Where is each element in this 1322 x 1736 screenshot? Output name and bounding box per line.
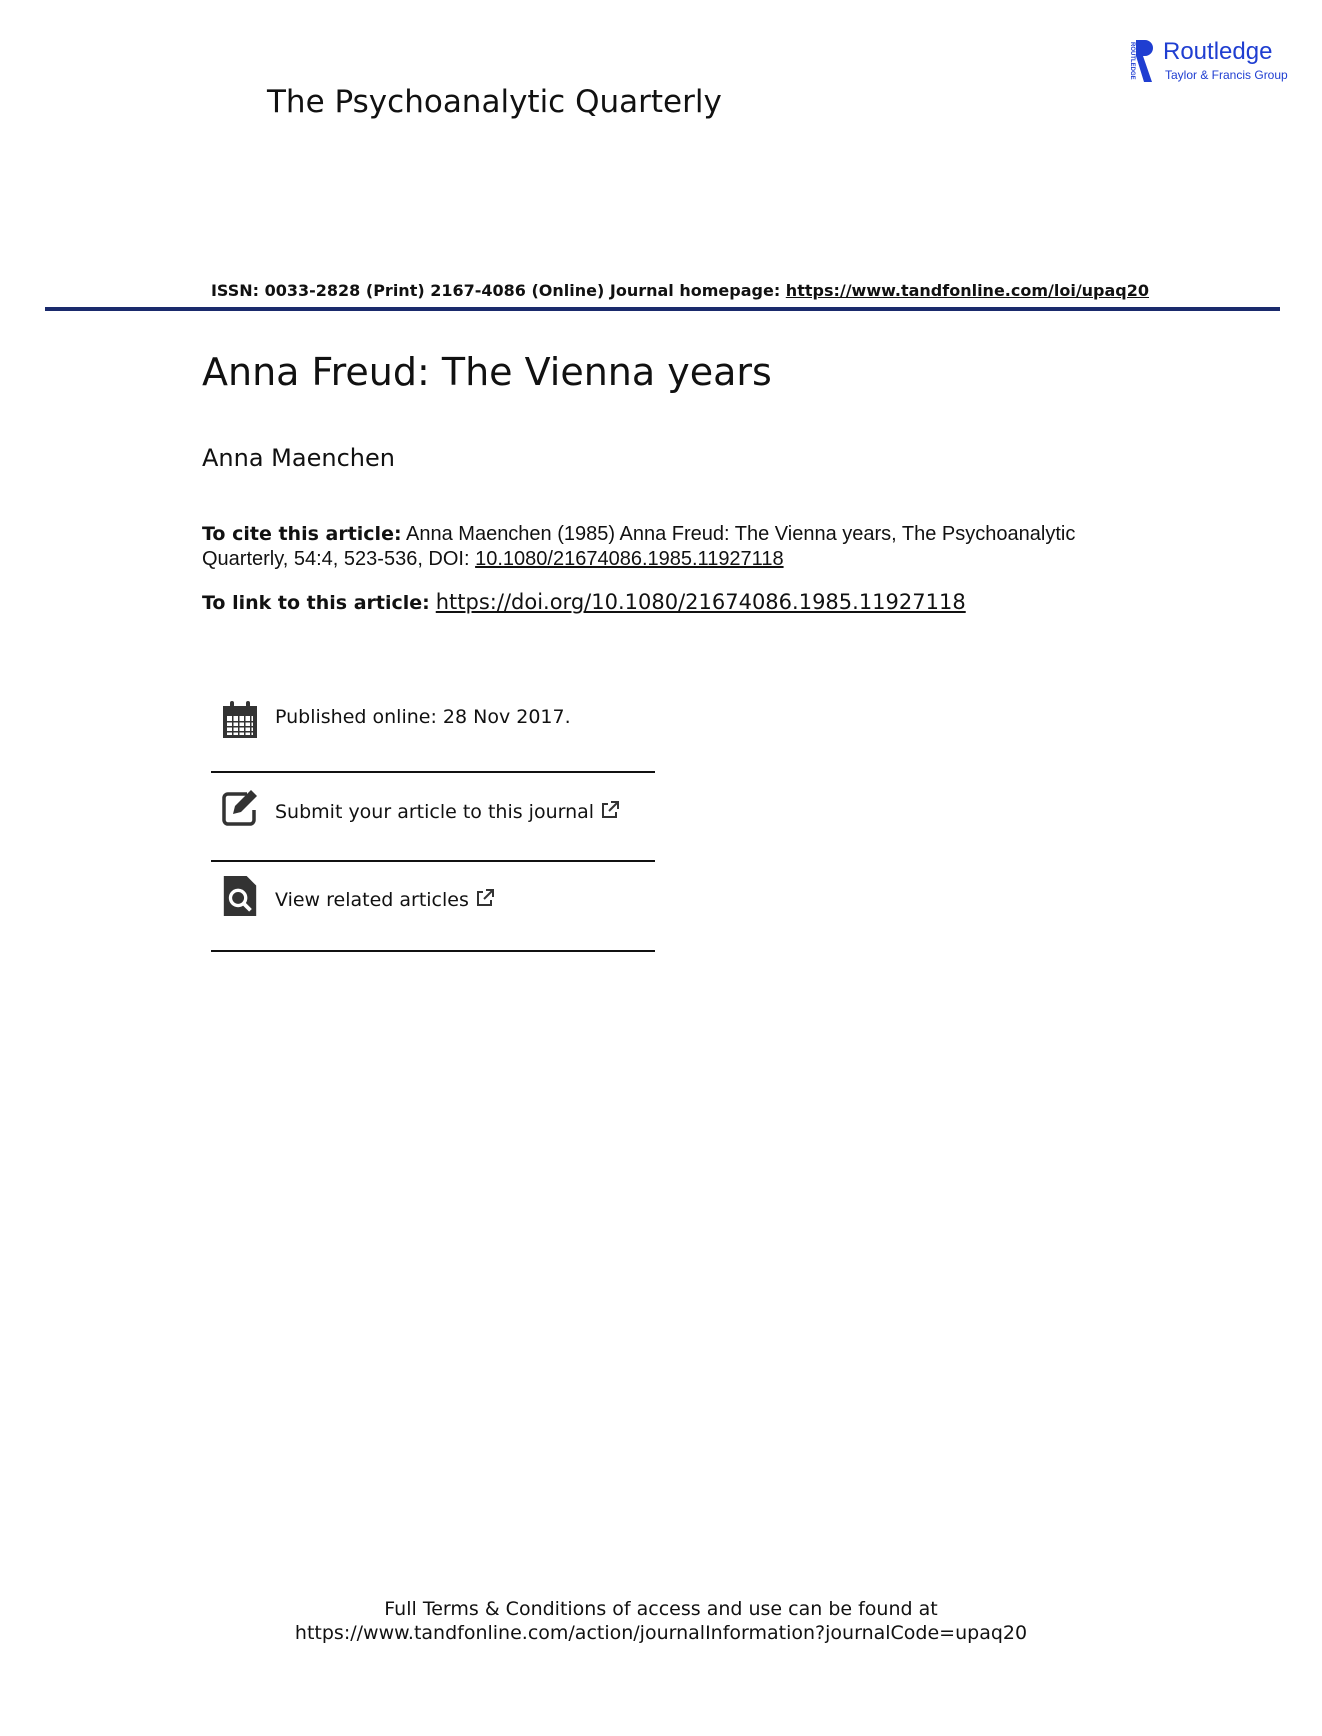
doi-link[interactable]: 10.1080/21674086.1985.11927118 xyxy=(475,548,784,570)
calendar-icon xyxy=(221,700,259,740)
article-author: Anna Maenchen xyxy=(202,444,395,472)
publisher-name: Routledge xyxy=(1163,38,1273,65)
journal-homepage-link[interactable]: https://www.tandfonline.com/loi/upaq20 xyxy=(785,281,1150,300)
citation-block xyxy=(202,522,1102,572)
citation-text: Anna Maenchen (1985) Anna Freud: The Vienna years, The Psychoanalytic Quarterly, 54:4, 523-536, DOI: xyxy=(202,523,1076,570)
published-online-text: Published online: 28 Nov 2017. xyxy=(275,706,571,728)
footer-terms-link[interactable]: https://www.tandfonline.com/action/journalInformation?journalCode=upaq20 xyxy=(294,1622,1028,1644)
issn-line xyxy=(0,281,1322,300)
row-divider xyxy=(211,860,655,862)
journal-title: The Psychoanalytic Quarterly xyxy=(267,84,722,120)
published-online-row xyxy=(211,690,655,782)
external-link-icon xyxy=(600,800,620,820)
submit-article-text: Submit your article to this journal xyxy=(275,801,595,823)
article-title: Anna Freud: The Vienna years xyxy=(202,350,772,394)
issn-text: ISSN: 0033-2828 (Print) 2167-4086 (Online) Journal homepage: xyxy=(210,281,786,300)
related-articles-row[interactable] xyxy=(211,868,655,960)
publisher-group: Taylor & Francis Group xyxy=(1165,68,1288,82)
article-url-link[interactable]: https://doi.org/10.1080/21674086.1985.11927118 xyxy=(435,590,966,614)
footer-terms xyxy=(0,1597,1322,1645)
edit-icon xyxy=(221,788,259,828)
submit-article-row[interactable] xyxy=(211,780,655,872)
footer-terms-text: Full Terms & Conditions of access and use can be found at xyxy=(384,1598,938,1620)
submit-article-link[interactable] xyxy=(275,800,620,823)
document-search-icon xyxy=(221,876,259,916)
citation-label: To cite this article: xyxy=(202,523,402,545)
related-articles-link[interactable] xyxy=(275,888,495,911)
publisher-logo[interactable] xyxy=(1127,38,1287,86)
related-articles-text: View related articles xyxy=(275,889,469,911)
header-divider xyxy=(45,307,1280,311)
article-link-label: To link to this article: xyxy=(202,592,430,614)
row-divider xyxy=(211,771,655,773)
logo-vertical-text: ROUTLEDGE xyxy=(1129,42,1135,80)
external-link-icon xyxy=(475,888,495,908)
row-divider xyxy=(211,950,655,952)
routledge-logo-icon xyxy=(1127,38,1153,84)
article-link-row xyxy=(202,590,966,614)
